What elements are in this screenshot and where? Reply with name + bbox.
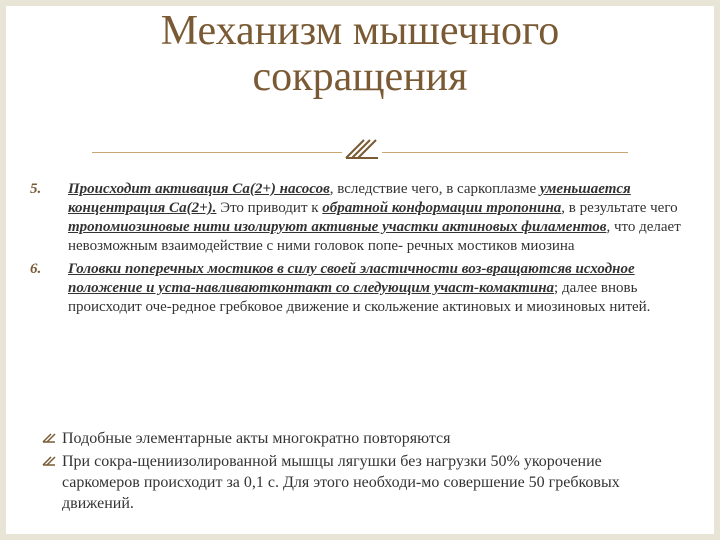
list-item <box>30 260 690 317</box>
item-text: , вследствие чего, в саркоплазме <box>329 181 540 197</box>
item-text: , в результате чего <box>561 200 678 216</box>
bullet-text: Подобные элементарные акты многократно повторяются <box>62 430 451 447</box>
bullet-text: При сокра-щениизолированной мышцы лягушки без нагрузки 50% укорочение саркомеров происходит за 0,1 с. Для этого необходи-мо совершение 50 гребковых движений. <box>62 453 620 512</box>
item-text: , что делает невозможным взаимодействие с ними головок попе- речных мостиков миозина <box>68 219 681 254</box>
item-number: 5. <box>30 181 42 197</box>
item-text-emphasis: тропомиозиновые нити изолируют активные участки актиновых филаментов <box>68 219 607 235</box>
list-item <box>30 180 690 256</box>
feather-bullet-icon <box>42 432 56 444</box>
item-text-emphasis: Происходит активация Са(2+) насосов <box>68 181 330 197</box>
feather-lines-icon <box>342 136 382 166</box>
item-text: Это приводит к <box>216 200 323 216</box>
bullet-item <box>42 428 682 449</box>
item-number: 6. <box>30 261 42 277</box>
item-text-emphasis: Головки поперечных мостиков в силу своей эластичности воз-вращаютсяв исходное положение и уста-навливаютконтакт со следующим участ-комактина <box>68 261 635 296</box>
item-text: ; далее вновь происходит оче-редное гребковое движение и скольжение актиновых и миозиновых нитей. <box>68 280 651 315</box>
item-text-emphasis: уменьшается концентрация Са(2+). <box>68 181 631 216</box>
numbered-list <box>30 180 690 321</box>
bullet-item <box>42 451 682 514</box>
slide-title: Механизм мышечного сокращения <box>160 8 560 100</box>
bullet-list <box>42 428 682 516</box>
item-text-emphasis: обратной конформации тропонина <box>322 200 562 216</box>
feather-bullet-icon <box>42 455 56 467</box>
